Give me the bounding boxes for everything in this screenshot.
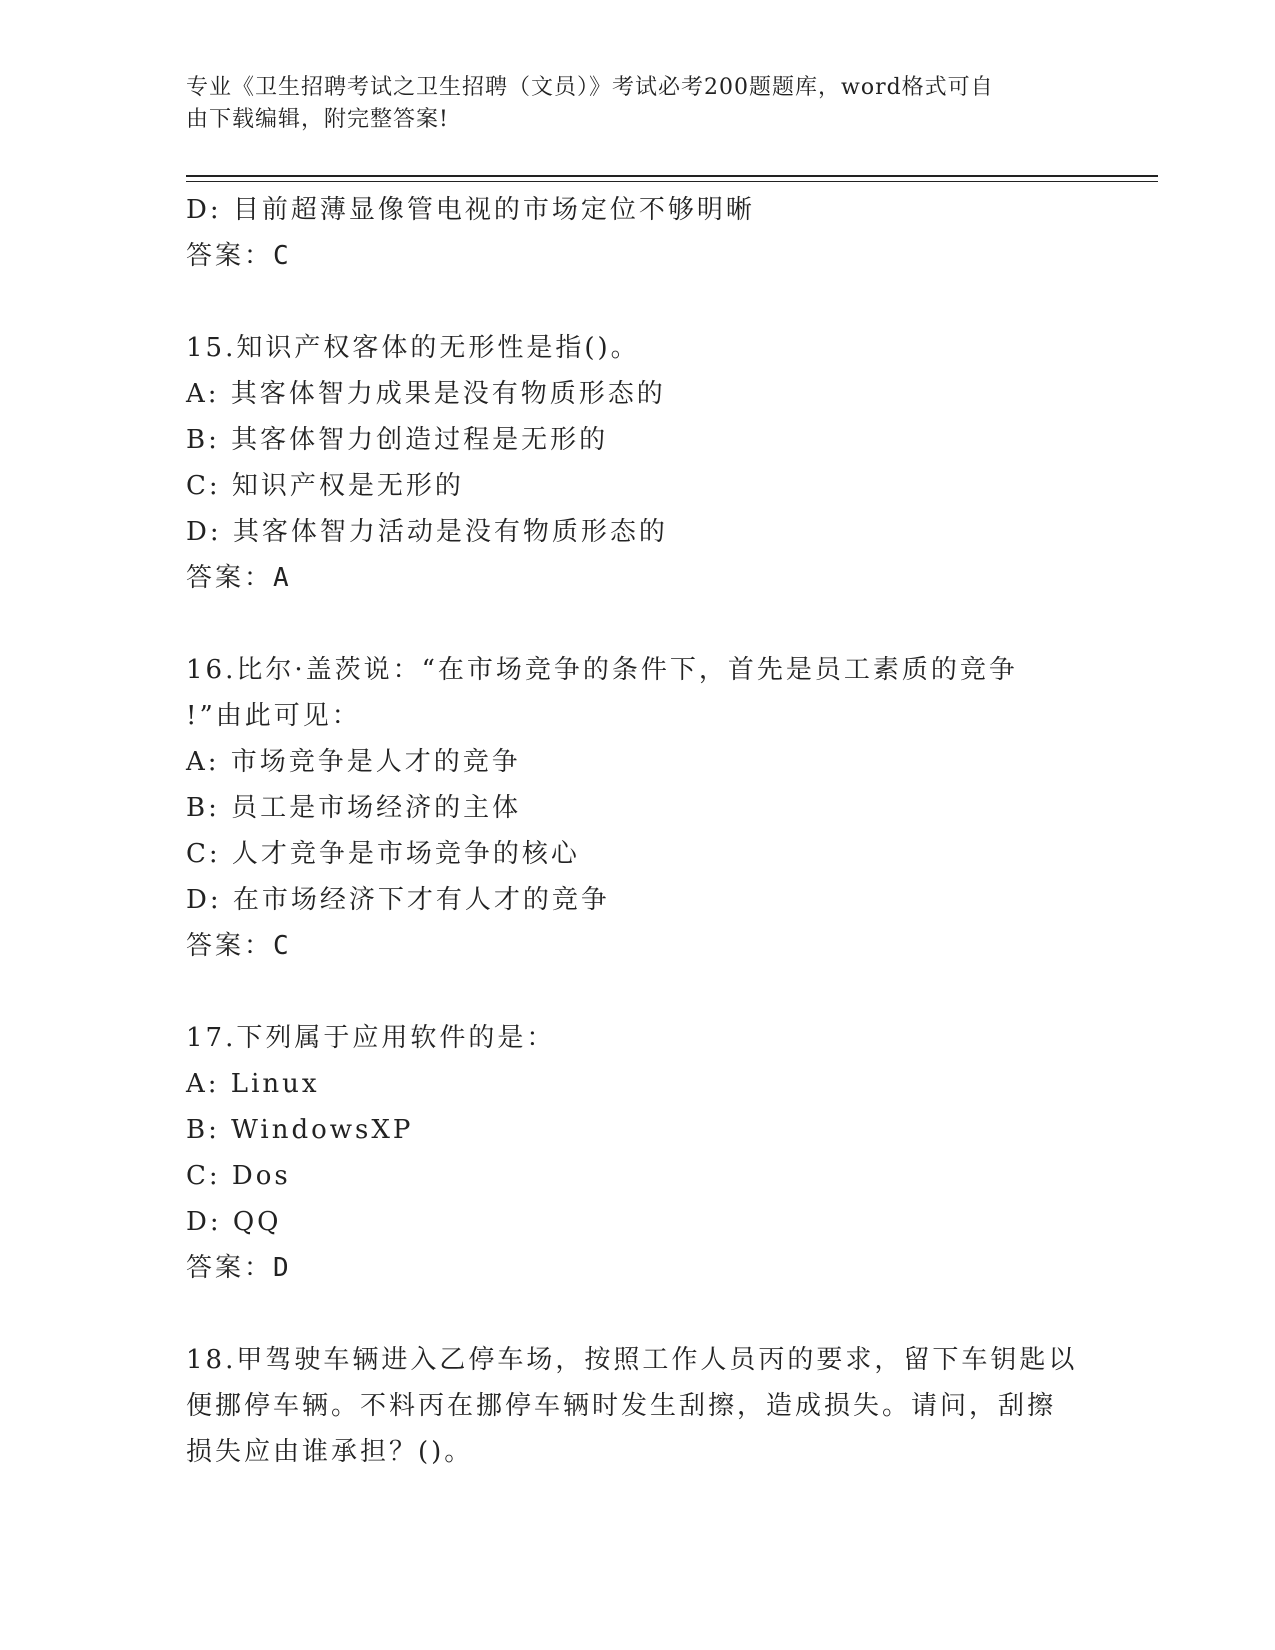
- question-title-line-2: 便挪停车辆。不料丙在挪停车辆时发生刮擦，造成损失。请问，刮擦: [186, 1391, 1057, 1421]
- header-divider-thick: [186, 175, 1158, 177]
- document-header: [186, 72, 1066, 136]
- option-b: B: 员工是市场经济的主体: [186, 793, 522, 823]
- option-d: D: QQ: [186, 1207, 282, 1237]
- question-title-line-1: 16.比尔·盖茨说：“在市场竞争的条件下，首先是员工素质的竞争: [186, 655, 1018, 685]
- question-answer: [186, 923, 1086, 969]
- question-block: [186, 647, 1086, 969]
- spacer: [186, 969, 1086, 1015]
- question-answer: [186, 555, 1086, 601]
- question-block: [186, 325, 1086, 601]
- spacer: [186, 601, 1086, 647]
- spacer: [186, 1291, 1086, 1337]
- answer-value: C: [273, 931, 292, 961]
- question-title: 15.知识产权客体的无形性是指()。: [186, 333, 640, 363]
- option-d: D: 在市场经济下才有人才的竞争: [186, 885, 610, 915]
- question-answer: [186, 1245, 1086, 1291]
- spacer: [186, 279, 1086, 325]
- option-c: C: Dos: [186, 1161, 291, 1191]
- option-b: B: 其客体智力创造过程是无形的: [186, 425, 609, 455]
- answer-value: A: [273, 563, 292, 593]
- answer-label: 答案：: [186, 563, 274, 593]
- prev-question-answer: [186, 233, 1086, 279]
- answer-label: 答案：: [186, 1253, 274, 1283]
- option-d: D: 其客体智力活动是没有物质形态的: [186, 517, 668, 547]
- option-c: C: 知识产权是无形的: [186, 471, 464, 501]
- header-line-1: 专业《卫生招聘考试之卫生招聘（文员）》考试必考200题题库，word格式可自: [186, 75, 994, 100]
- option-a: A: 其客体智力成果是没有物质形态的: [186, 379, 666, 409]
- answer-label: 答案：: [186, 931, 274, 961]
- question-list: [186, 187, 1086, 1475]
- option-b: B: WindowsXP: [186, 1115, 414, 1145]
- answer-value: D: [273, 1253, 292, 1283]
- prev-question-option-d: D: 目前超薄显像管电视的市场定位不够明晰: [186, 195, 755, 225]
- option-a: A: Linux: [186, 1069, 320, 1099]
- header-divider-thin: [186, 181, 1158, 182]
- question-title-line-3: 损失应由谁承担？()。: [186, 1437, 474, 1467]
- answer-value: C: [273, 241, 292, 271]
- question-title-line-2: !”由此可见：: [186, 701, 361, 731]
- question-title: 17.下列属于应用软件的是：: [186, 1023, 556, 1053]
- answer-label: 答案：: [186, 241, 274, 271]
- option-c: C: 人才竞争是市场竞争的核心: [186, 839, 580, 869]
- question-block: [186, 1015, 1086, 1291]
- question-title-line-1: 18.甲驾驶车辆进入乙停车场，按照工作人员丙的要求，留下车钥匙以: [186, 1345, 1078, 1375]
- option-a: A: 市场竞争是人才的竞争: [186, 747, 521, 777]
- question-block: [186, 1337, 1086, 1475]
- header-line-2: 由下载编辑，附完整答案!: [186, 107, 449, 132]
